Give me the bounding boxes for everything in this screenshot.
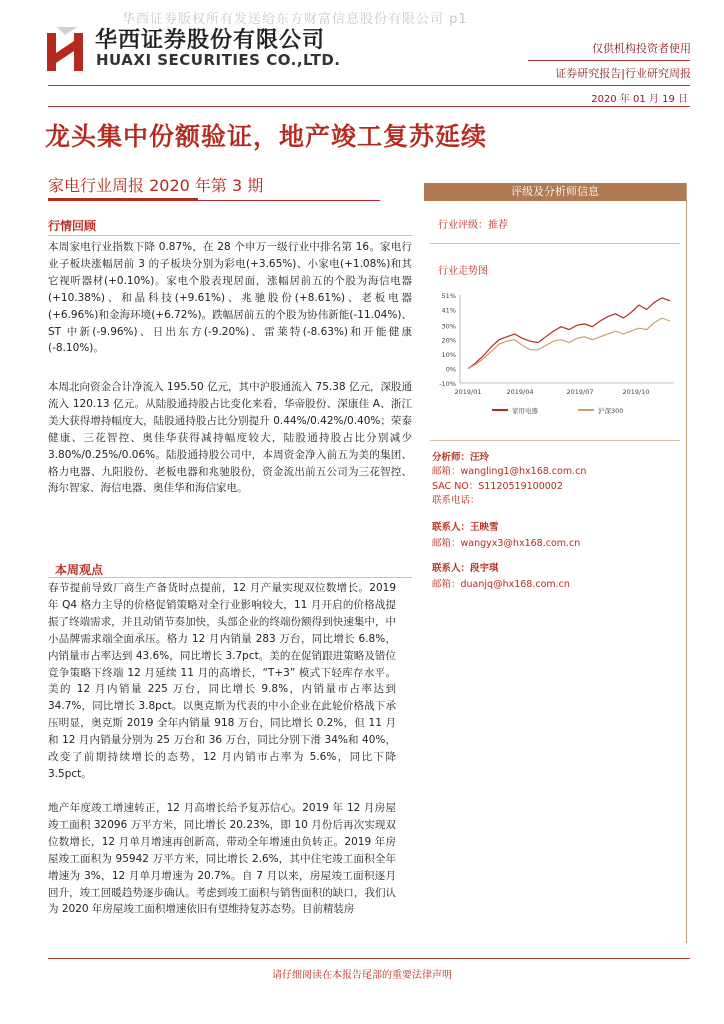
subtitle-rule	[198, 200, 380, 201]
view-heading-rule	[48, 577, 412, 578]
analyst-phone: 联系电话：	[432, 495, 480, 506]
contact-1-name: 联系人：王映雪	[432, 522, 499, 533]
weekly-view-para-2: 地产年度竣工增速转正，12 月高增长给予复苏信心。2019 年 12 月房屋竣工面积 32096 万平方米，同比增长 20.23%，即 10 月份后再次实现双位数增长，12 月单月增速再创新高，带动全年增速由负转正。2019 年房屋竣工面积为 95942 万平方米，同比增长 2.6%，其中住宅竣工面积全年增速为 3%，12 月单月增速为 20.7%。自 7 月以来，房屋竣工面积逐月回升，竣工回暖趋势逐步确认。考虑到竣工面积与销售面积的缺口，我们认为 2020 年房屋竣工面积增速依旧有望维持复苏态势。目前精装房	[48, 802, 396, 916]
contact-2-email[interactable]: 邮箱：duanjq@hx168.com.cn	[432, 579, 570, 590]
x-tick-label: 2019/10	[622, 388, 650, 396]
subtitle-bar	[48, 198, 198, 201]
chart-legend	[492, 406, 623, 415]
rating-section-header: 评级及分析师信息	[424, 183, 686, 201]
y-tick-label: 41%	[441, 306, 456, 315]
market-review-para-1: 本周家电行业指数下降 0.87%，在 28 个申万一级行业中排名第 16。家电行业子板块涨幅居前 3 的子板块分别为彩电(+3.65%)、小家电(+1.08%)和其它视听器材(+0.10%)。家电个股表现居面，涨幅居前五的个股为海信电器(+10.38%)、和晶科技(+9.61%)、兆驰股份(+8.61%)、老板电器(+6.96%)和金海环境(+6.72%)。跌幅居前五的个股为协伟新能(-11.04%)、ST 中新(-9.96%)、日出东方(-9.20%)、雷莱特(-8.63%)和开能健康(-8.10%)。	[48, 241, 412, 355]
y-axis	[439, 292, 456, 388]
y-tick-label: 51%	[441, 292, 456, 300]
footer-rule	[48, 958, 690, 959]
huaxi-logo	[47, 27, 83, 71]
x-axis	[454, 388, 649, 396]
trend-chart-label: 行业走势图	[438, 266, 488, 277]
brand-name-en: HUAXI SECURITIES CO.,LTD.	[96, 51, 341, 69]
report-subtitle: 家电行业周报 2020 年第 3 期	[48, 176, 264, 195]
analyst-name: 分析师：汪玲	[432, 452, 490, 463]
contact-2-name: 联系人：段宇琪	[432, 563, 499, 574]
audience-note: 仅供机构投资者使用	[592, 42, 691, 55]
y-tick-label: 20%	[441, 336, 456, 345]
report-date: 2020 年 01 月 19 日	[591, 94, 688, 105]
analyst-sac: SAC NO：S1120519100002	[432, 481, 563, 492]
x-tick-label: 2019/07	[566, 388, 594, 396]
analyst-email[interactable]: 邮箱：wangling1@hx168.com.cn	[432, 466, 587, 477]
x-tick-label: 2019/01	[454, 388, 482, 396]
report-title: 龙头集中份额验证，地产竣工复苏延续	[45, 122, 488, 151]
header-divider	[528, 60, 690, 61]
legend-label-1: 沪深300	[598, 407, 624, 415]
industry-rating: 行业评级：推荐	[438, 220, 508, 231]
series-line-0	[468, 298, 670, 369]
y-tick-label: 30%	[441, 322, 456, 331]
y-tick-label: 0%	[445, 365, 456, 374]
header-rule	[48, 85, 690, 86]
rating-rule	[430, 243, 680, 244]
market-heading-rule	[48, 235, 412, 236]
market-review-para-2: 本周北向资金合计净流入 195.50 亿元，其中沪股通流入 75.38 亿元，深股通流入 120.13 亿元。从陆股通持股占比变化来看，华帝股份、深康佳 A、浙江美大获得增持幅度大，陆股通持股占比分别提升 0.44%/0.42%/0.40%；荣泰健康、三花智控、奥佳华获得减持幅度较大，陆股通持股占比分别减少 3.80%/0.25%/0.06%。陆股通持股公司中，本周资金净入前五为美的集团、格力电器、九阳股份、老板电器和兆驰股份，资金流出前五公司为三花智控、海尔智家、海信电器、奥佳华和海信家电。	[48, 381, 412, 495]
brand-name-cn: 华西证券股份有限公司	[95, 28, 326, 53]
y-tick-label: 10%	[441, 351, 456, 360]
market-review-heading: 行情回顾	[48, 219, 97, 233]
weekly-view-para-1: 春节提前导致厂商生产备货时点提前，12 月产量实现双位数增长。2019 年 Q4 格力主导的价格促销策略对全行业影响较大，11 月开启的价格战提振了终端需求，并且动销节奏加快，头部企业的终端份额得到快速集中，中小品牌需求端全面承压。格力 12 月内销量 283 万台，同比增长 6.8%，内销量市占率达到 43.6%，同比增长 3.7pct。美的在促销跟进策略及错位竞争策略下终端 12 月延续 11 月的高增长，“T+3” 模式下轻库存水平。美的 12 月内销量 225 万台，同比增长 9.8%，内销量市占率达到 34.7%，同比增长 3.8pct。以奥克斯为代表的中小企业在此轮价格战下承压明显，奥克斯 2019 全年内销量 918 万台，同比增长 0.2%，但 11 月和 12 月内销量分别为 25 万台和 36 万台，同比分别下滑 34%和 40%，改变了前期持续增长的态势，12 月内销市占率为 5.6%，同比下降 3.5pct。	[48, 582, 396, 780]
sidebar-border	[686, 183, 687, 943]
x-tick-label: 2019/04	[506, 388, 534, 396]
series-line-1	[468, 318, 670, 369]
report-type: 证券研究报告|行业研究周报	[555, 67, 691, 80]
contact-1-email[interactable]: 邮箱：wangyx3@hx168.com.cn	[432, 538, 581, 549]
industry-trend-chart	[424, 285, 686, 425]
date-rule	[48, 106, 690, 107]
y-tick-label: -10%	[439, 380, 456, 388]
legend-label-0: 家用电器	[512, 407, 538, 415]
weekly-view-heading: 本周观点	[55, 563, 104, 577]
watermark: 华西证券版权所有发送给东方财富信息股份有限公司 p1	[122, 12, 468, 27]
legal-notice: 请仔细阅读在本报告尾部的重要法律声明	[272, 970, 452, 981]
chart-series	[468, 298, 670, 369]
chart-rule	[430, 440, 680, 441]
